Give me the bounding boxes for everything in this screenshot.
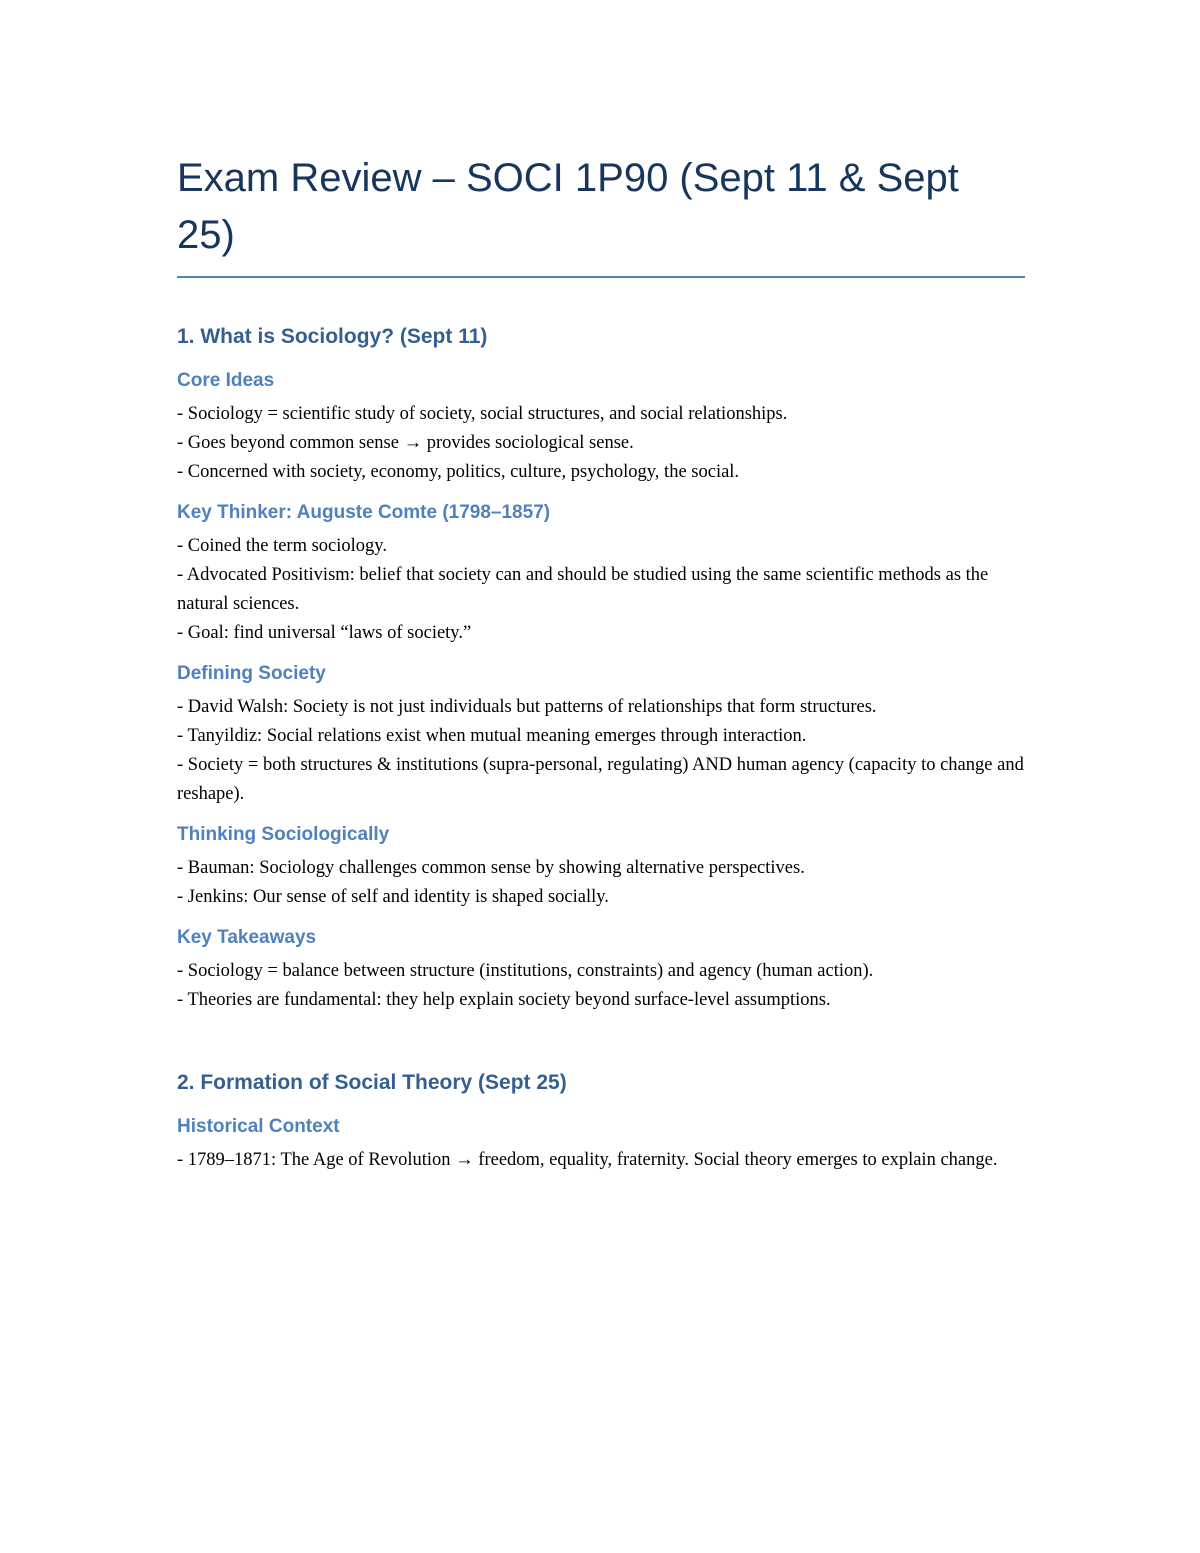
body-line: - Concerned with society, economy, politics, culture, psychology, the social.	[177, 462, 740, 482]
document-title: Exam Review – SOCI 1P90 (Sept 11 & Sept 25)	[177, 156, 959, 257]
body-line: - Tanyildiz: Social relations exist when mutual meaning emerges through interaction.	[177, 726, 807, 746]
body-line: - Sociology = balance between structure (institutions, constraints) and agency (human action).	[177, 961, 874, 981]
subsection-heading: Key Thinker: Auguste Comte (1798–1857)	[177, 502, 551, 523]
body-line: - Advocated Positivism: belief that society can and should be studied using the same scientific methods as the natural sciences.	[177, 565, 989, 614]
section-what-is-sociology	[177, 323, 1025, 1015]
subsection-historical-context	[177, 1114, 1025, 1175]
section-heading: 1. What is Sociology? (Sept 11)	[177, 325, 488, 348]
body-line: - Jenkins: Our sense of self and identity is shaped socially.	[177, 887, 609, 907]
subsection-core-ideas	[177, 368, 1025, 487]
subsection-heading: Historical Context	[177, 1116, 340, 1137]
subsection-heading: Core Ideas	[177, 370, 275, 391]
body-line: - Society = both structures & institutions (supra-personal, regulating) AND human agency (capacity to change and reshape).	[177, 755, 1024, 804]
subsection-heading: Key Takeaways	[177, 927, 317, 948]
subsection-key-takeaways	[177, 925, 1025, 1015]
section-formation-of-social-theory	[177, 1069, 1025, 1175]
document-content	[177, 150, 1025, 1175]
subsection-defining-society	[177, 661, 1025, 809]
body-line: - Goal: find universal “laws of society.”	[177, 623, 472, 643]
body-line: - Sociology = scientific study of society, social structures, and social relationships.	[177, 404, 788, 424]
body-line: - 1789–1871: The Age of Revolution → freedom, equality, fraternity. Social theory emerges to explain change.	[177, 1150, 998, 1170]
subsection-heading: Defining Society	[177, 663, 326, 684]
body-line: - Bauman: Sociology challenges common sense by showing alternative perspectives.	[177, 858, 805, 878]
section-heading: 2. Formation of Social Theory (Sept 25)	[177, 1071, 567, 1094]
subsection-thinking-sociologically	[177, 822, 1025, 912]
body-line: - Coined the term sociology.	[177, 536, 387, 556]
body-line: - Goes beyond common sense → provides sociological sense.	[177, 433, 634, 453]
title-underline	[177, 276, 1025, 278]
subsection-heading: Thinking Sociologically	[177, 824, 390, 845]
body-line: - David Walsh: Society is not just individuals but patterns of relationships that form structures.	[177, 697, 877, 717]
subsection-key-thinker	[177, 500, 1025, 648]
body-line: - Theories are fundamental: they help explain society beyond surface-level assumptions.	[177, 990, 831, 1010]
